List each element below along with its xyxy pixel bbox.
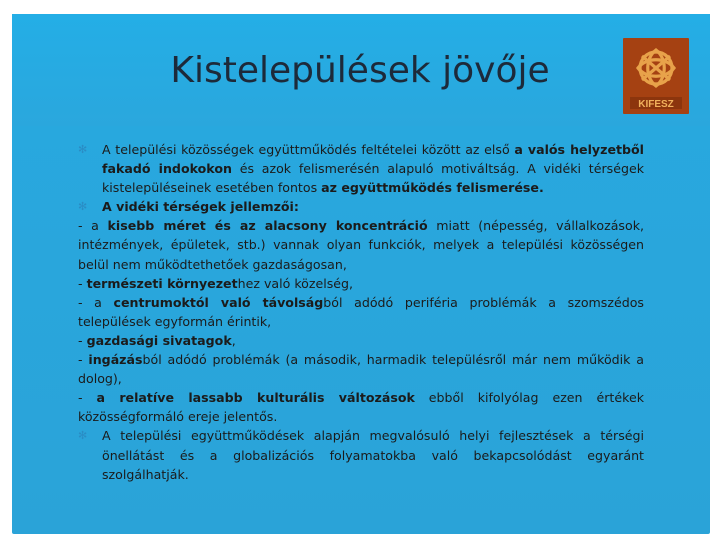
kifesz-logo	[623, 38, 689, 114]
content-text	[78, 140, 644, 484]
line-6-strong: a relatíve lassabb kulturális változások	[96, 390, 415, 406]
asterisk-bullet-icon: ✻	[78, 429, 88, 443]
line-3-prefix: - a	[78, 294, 114, 310]
bullet-3-text: A települési együttműködések alapján megvalósuló helyi fejlesztések a térségi önellátást és a globalizációs folyamatokba való bekapcsolódást egyaránt szolgálhatják.	[102, 428, 644, 482]
bullet-2	[78, 197, 644, 216]
line-4-strong: gazdasági sivatagok	[86, 332, 232, 348]
bullet-1-text-d: az együttműködés felismerése.	[321, 180, 544, 196]
list-line-4	[78, 331, 644, 350]
bullet-2-text: A vidéki térségek jellemzői:	[102, 199, 299, 215]
asterisk-bullet-icon: ✻	[78, 143, 88, 156]
bullet-1-text-a: A települési közösségek együttműködés feltételei között az első	[102, 142, 515, 157]
line-4-prefix: -	[78, 332, 87, 348]
line-6-prefix: -	[78, 390, 97, 406]
line-5-strong: ingázás	[88, 352, 143, 368]
list-line-3	[78, 293, 644, 331]
asterisk-bullet-icon: ✻	[78, 200, 88, 214]
list-line-1	[78, 216, 644, 273]
list-line-5	[78, 350, 644, 388]
bullet-1	[78, 140, 644, 197]
line-2-prefix: -	[78, 275, 87, 291]
line-4-text: ,	[231, 332, 236, 348]
logo-text: KIFESZ	[638, 99, 674, 110]
bullet-3	[78, 426, 644, 483]
line-2-text: hez való közelség,	[237, 275, 354, 291]
line-2-strong: természeti környezet	[86, 275, 238, 291]
line-6-text: ebből kifolyólag ezen értékek közösségformáló ereje jelentős.	[78, 390, 644, 425]
line-3-text: ból adódó periféria problémák a szomszédos települések egyformán érintik,	[78, 294, 644, 329]
line-5-prefix: -	[78, 352, 89, 368]
line-1-strong: kisebb méret és az alacsony koncentráció	[107, 218, 428, 234]
line-1-prefix: - a	[78, 218, 108, 234]
line-5-text: ból adódó problémák (a második, harmadik településről már nem működik a dolog),	[78, 352, 644, 387]
list-line-2	[78, 274, 644, 293]
slide-title: Kistelepülések jövője	[170, 50, 550, 91]
line-3-strong: centrumoktól való távolság	[113, 294, 324, 310]
bullet-1-text-c: és azok felismerésén alapuló motiváltság. A vidéki térségek kistelepüléseinek esetében fontos	[102, 161, 644, 196]
bullet-1-text-b: a valós helyzetből fakadó indokokon	[102, 142, 644, 177]
list-line-6	[78, 388, 644, 426]
line-1-text: miatt (népesség, vállalkozások, intézmények, épületek, stb.) vannak olyan funkciók, melyek a települési közösségen belül nem működtethetőek gazdaságosan,	[78, 218, 644, 272]
